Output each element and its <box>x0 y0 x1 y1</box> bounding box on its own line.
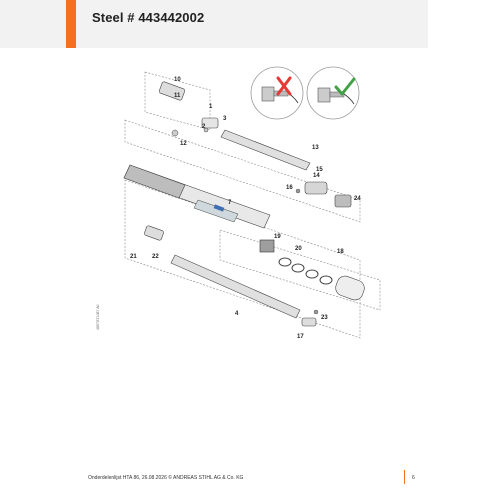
upper-shaft <box>221 130 310 170</box>
document-code: 4857GT1087 A0 <box>96 304 100 330</box>
callout-17: 17 <box>297 334 304 340</box>
page-title: Steel # 443442002 <box>92 10 205 25</box>
callout-3: 3 <box>223 116 227 122</box>
footer-divider <box>404 470 405 484</box>
detail-wrong <box>251 67 303 119</box>
handle-tube <box>124 165 270 228</box>
callout-15: 15 <box>316 167 323 173</box>
callout-19: 19 <box>274 234 281 240</box>
callout-1: 1 <box>209 104 213 110</box>
callout-7: 7 <box>228 200 232 206</box>
callout-12: 12 <box>180 141 187 147</box>
callout-21: 21 <box>130 254 137 260</box>
callout-10: 10 <box>174 77 181 83</box>
callout-14: 14 <box>313 173 320 179</box>
header-band <box>0 0 428 48</box>
callout-4: 4 <box>235 311 239 317</box>
page-number: 6 <box>412 475 415 481</box>
callout-23: 23 <box>321 315 328 321</box>
callout-2: 2 <box>202 124 206 130</box>
exploded-parts-diagram <box>90 60 390 360</box>
footer-text: Onderdelenlijst HTA 86, 26.08.2026 © ANDREAS STIHL AG & Co. KG <box>88 475 244 481</box>
detail-correct <box>307 67 359 119</box>
callout-13: 13 <box>312 145 319 151</box>
callout-18: 18 <box>337 249 344 255</box>
callout-22: 22 <box>152 254 159 260</box>
callout-20: 20 <box>295 246 302 252</box>
accent-bar <box>66 0 76 48</box>
callout-24: 24 <box>354 196 361 202</box>
callout-11: 11 <box>174 93 181 99</box>
callout-16: 16 <box>286 185 293 191</box>
